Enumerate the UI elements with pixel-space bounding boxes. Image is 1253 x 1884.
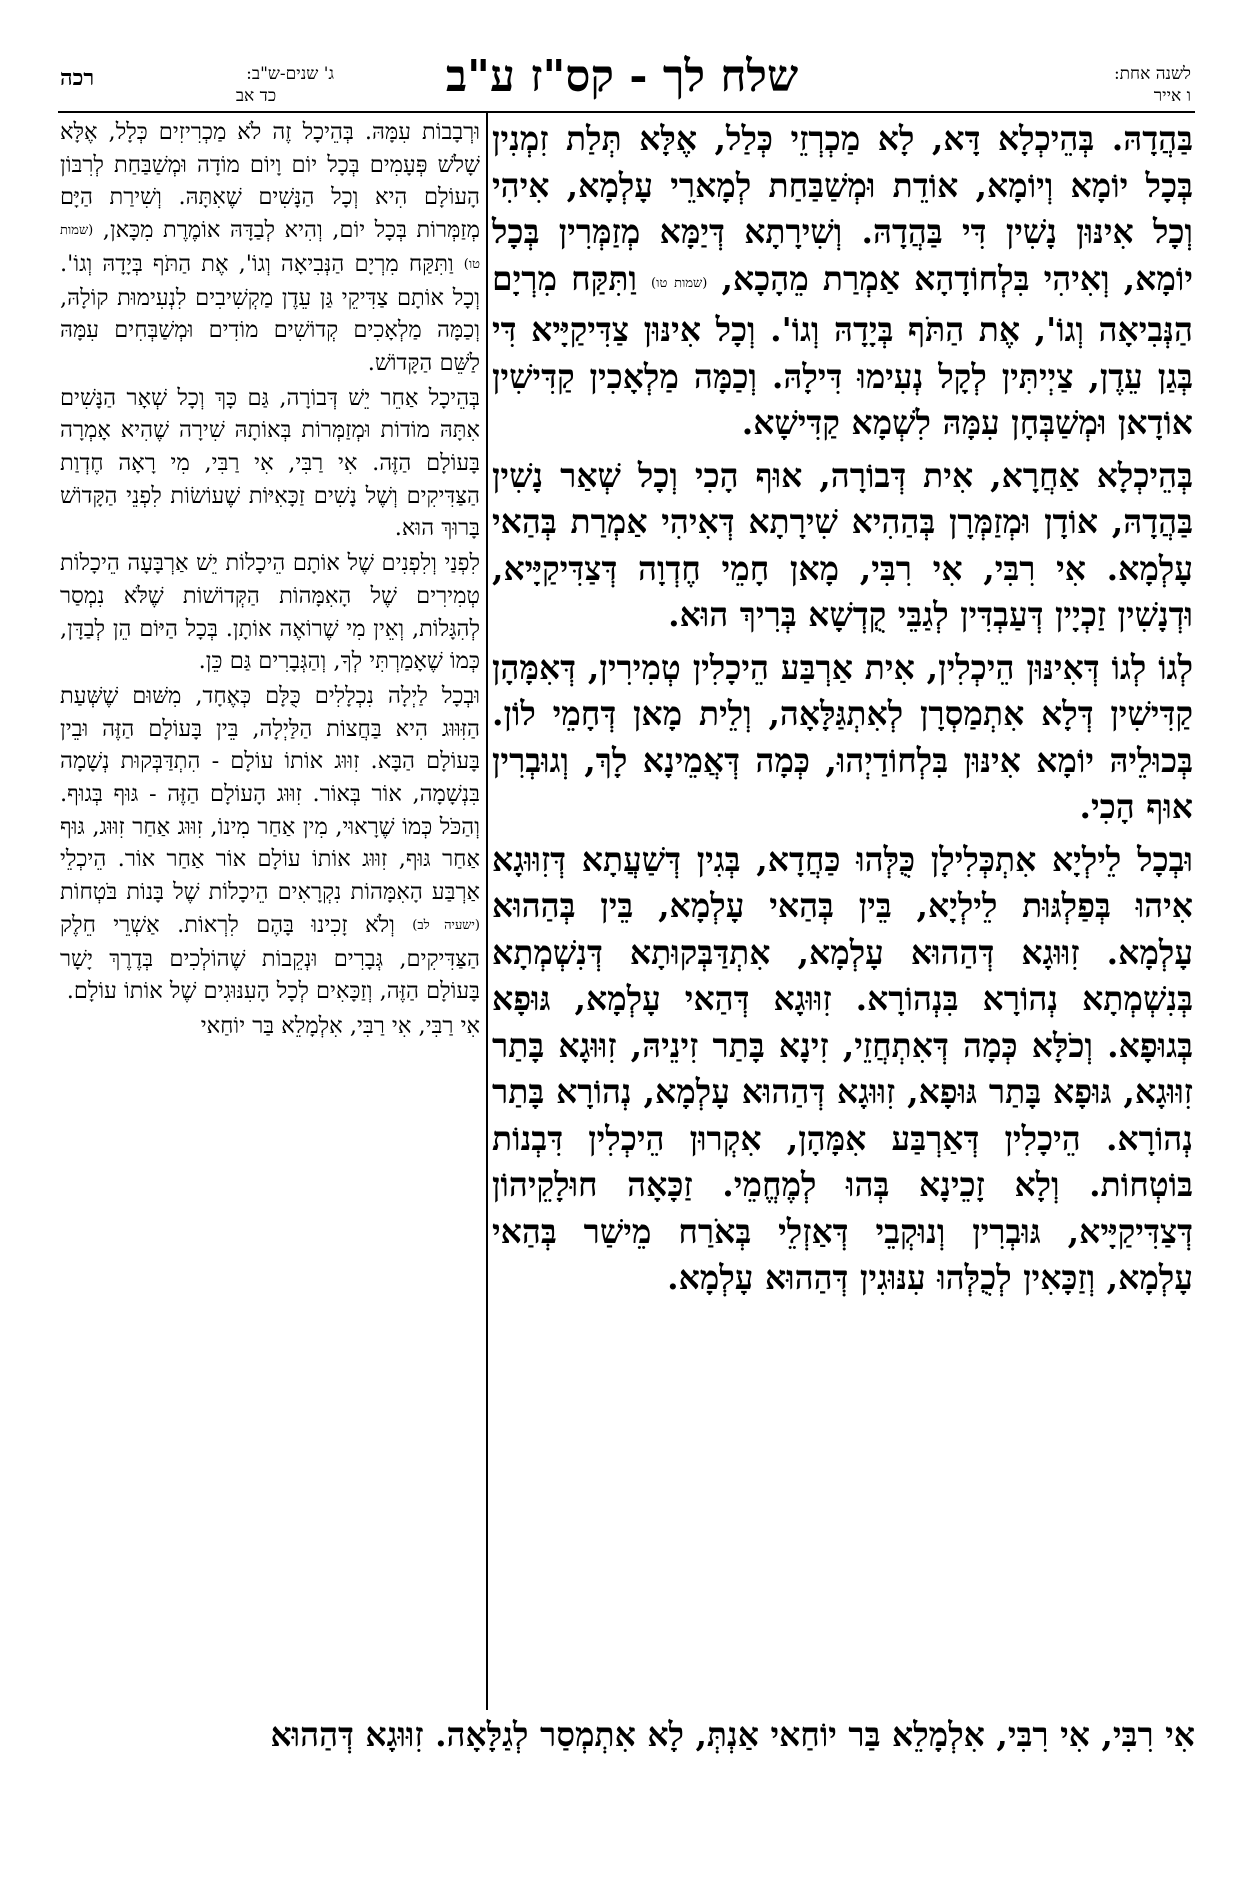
- main-paragraph-text: בַּהֲדָהּ. בְּהֵיכְלָא דָּא, לָא מַכְרְזֵי כְּלַל, אֶלָּא תְּלַת זִמְנִין בְּכָל יוֹמָא וְיוֹמָא, אוֹדֵת וּמְשַׁבַּחַת לְמָארֵי עָלְמָא, אִיהִי וְכָל אִינּוּן נָשִׁין דִּי בַּהֲדָהּ. וְשִׁירָתָא דְּיַמָּא מְזַמְּרִין בְּכָל יוֹמָא, וְאִיהִי בִּלְחוֹדָהָא אַמְרַת מֵהָכָא,: [492, 119, 1194, 298]
- commentary-paragraph: [60, 116, 480, 380]
- header-variant-date: ו אייר: [1153, 86, 1191, 106]
- commentary-column: [60, 116, 480, 1045]
- main-paragraph-text: לְגוֹ לְגוֹ דְּאִינּוּן הֵיכְלִין, אִית אַרְבַּע הֵיכָלִין טְמִירִין, דְּאִמָּהָן קַדִּישִׁין דְּלָא אִתְמַסְרָן לְאִתְגַּלָּאָה, וְלֵית מָאן דְּחָמֵי לוֹן. בְּכוּלֵיהּ יוֹמָא אִינּוּן בִּלְחוֹדַיְהוּ, כְּמָה דְּאֲמֵינָא לָךְ, וְגוּבְרִין אוּף הָכִי.: [492, 647, 1193, 826]
- source-reference: (שמות טו): [651, 275, 708, 291]
- source-reference: (ישעיה לב): [412, 917, 480, 933]
- main-paragraph-text: וּבְכָל לֵילְיָא אִתְכְּלִילָן כֻּלְּהוּ כַּחֲדָא, בְּגִין דְּשַׁעֲתָא דְּזִוּוּגָא אִיהוּ בְּפַלְגּוּת לֵילְיָא, בֵּין בְּהַאי עָלְמָא, בֵּין בְּהַהוּא עָלְמָא. זִוּוּגָא דְּהַהוּא עָלְמָא, אִתְדַּבְּקוּתָא דְּנִשְׁמְתָא בְּנִשְׁמְתָא נְהוֹרָא בִּנְהוֹרָא. זִוּוּגָא דְּהַאי עָלְמָא, גּוּפָא בְּגוּפָא. וְכֹלָּא כְּמָה דְּאִתְחֲזֵי, זִינָא בָּתַר זִינֵיהּ, זִוּוּגָא בָּתַר זִוּוּגָא, גּוּפָא בָּתַר גּוּפָא, זִוּוּגָא דְּהַהוּא עָלְמָא, נְהוֹרָא בָּתַר נְהוֹרָא. הֵיכָלִין דְּאַרְבַּע אִמָּהָן, אִקְרוּן הֵיכְלִין דִּבְנוֹת בּוֹטְחוֹת. וְלָא זָכֵינָא בְּהוּ לְמֶחֱמֵי. זַכָּאָה חוּלָקֵיהוֹן דְּצַדִּיקַיָּיא, גּוּבְרִין וְנוּקְבֵי דְּאַזְלֵי בְּאֹרַח מֵישַׁר בְּהַאי עָלְמָא, וְזַכָּאִין לְכֻלְּהוּ עִנּוּגִין דְּהַהוּא עָלְמָא.: [492, 839, 1193, 1297]
- commentary-paragraph-text: אִי רַבִּי, אִי רַבִּי, אִלְמָלֵא בַּר יוֹחַאי: [200, 1012, 480, 1039]
- header-rule: [58, 111, 1195, 113]
- commentary-paragraph-text: בְּהֵיכָל אַחֵר יֵשׁ דְּבוֹרָה, גַּם כָּךְ וְכָל שְׁאָר הַנָּשִׁים אִתָּהּ מוֹדוֹת וּמְזַמְּרוֹת בְּאוֹתָהּ שִׁירָה שֶׁהִיא אָמְרָה בָּעוֹלָם הַזֶּה. אִי רַבִּי, אִי רַבִּי, מִי רָאָה חֶדְוַת הַצַּדִּיקִים וְשֶׁל נָשִׁים זַכָּאִיּוֹת שֶׁעוֹשׂוֹת לִפְנֵי הַקָּדוֹשׁ בָּרוּךְ הוּא.: [60, 384, 480, 542]
- main-paragraph-text: וַתִּקַּח מִרְיָם הַנְּבִיאָה וְגוֹ', אֶת הַתֹּף בְּיָדָהּ וְגוֹ'. וְכָל אִינּוּן צַדִּיקַיָּיא דִּי בְּגַן עֵדֶן, צַיְיתִּין לְקָל נְעִימוּ דִּילָהּ. וְכַמָּה מַלְאָכִין קַדִּישִׁין אוֹדָאן וּמְשַׁבְּחָן עִמָּהּ לִשְׁמָא קַדִּישָׁא.: [492, 258, 1193, 442]
- header-variant-label: לשנה אחת:: [1113, 64, 1191, 84]
- commentary-paragraph-text: וַתִּקַּח מִרְיָם הַנְּבִיאָה וְגוֹ', אֶת הַתֹּף בְּיָדָהּ וְגוֹ'. וְכָל אוֹתָם צַדִּיקֵי גַּן עֵדֶן מַקְשִׁיבִים לִנְעִימוּת קוֹלָהּ, וְכַמָּה מַלְאָכִים קְדוֹשִׁים מוֹדִים וּמְשַׁבְּחִים עִמָּהּ לַשֵּׁם הַקָּדוֹשׁ.: [60, 250, 480, 376]
- main-paragraph: [492, 645, 1193, 831]
- main-text-column: [492, 116, 1193, 1308]
- source-reference: (שמות טו): [60, 223, 480, 272]
- page-number: רכה: [60, 65, 95, 91]
- commentary-paragraph-text: וְלֹא זָכִינוּ בָּהֶם לִרְאוֹת. אַשְׁרֵי חֵלֶק הַצַּדִּיקִים, גְּבָרִים וּנְקֵבוֹת שֶׁהוֹלְכִים בְּדֶרֶךְ יָשָׁר בָּעוֹלָם הַזֶּה, וְזַכָּאִים לְכָל הָעִנּוּגִים שֶׁל אוֹתוֹ עוֹלָם.: [60, 911, 480, 1005]
- main-paragraph: [492, 453, 1193, 639]
- commentary-paragraph: [60, 1010, 480, 1043]
- commentary-paragraph-text: וּרְבָבוֹת עִמָּהּ. בְּהֵיכָל זֶה לֹא מַכְרִיזִים כְּלָל, אֶלָּא שָׁלֹשׁ פְּעָמִים בְּכָל יוֹם וָיוֹם מוֹדָה וּמְשַׁבַּחַת לְרִבּוֹן הָעוֹלָם הִיא וְכָל הַנָּשִׁים שֶׁאִתָּהּ. וְשִׁירַת הַיָּם מְזַמְּרוֹת בְּכָל יוֹם, וְהִיא לְבַדָּהּ אוֹמֶרֶת מִכָּאן,: [60, 119, 481, 244]
- commentary-paragraph-text: וּבְכָל לַיְלָה נִכְלָלִים כֻּלָּם כְּאֶחָד, מִשּׁוּם שֶׁשְּׁעַת הַזִּוּוּג הִיא בַּחֲצוֹת הַלַּיְלָה, בֵּין בָּעוֹלָם הַזֶּה וּבֵין בָּעוֹלָם הַבָּא. זִוּוּג אוֹתוֹ עוֹלָם - הִתְדַּבְּקוּת נְשָׁמָה בִּנְשָׁמָה, אוֹר בְּאוֹר. זִוּוּג הָעוֹלָם הַזֶּה - גּוּף בְּגוּף. וְהַכֹּל כְּמוֹ שֶׁרָאוּי, מִין אַחַר מִינוֹ, זִוּוּג אַחַר זִוּוּג, גּוּף אַחַר גּוּף, זִוּוּג אוֹתוֹ עוֹלָם אוֹר אַחַר אוֹר. הֵיכְלֵי אַרְבַּע הָאִמָּהוֹת נִקְרָאִים הֵיכָלוֹת שֶׁל בָּנוֹת בֹּטְחוֹת: [60, 682, 480, 906]
- header-cycle-label: ג' שנים-ש"ב:: [246, 64, 334, 84]
- commentary-paragraph: [60, 547, 480, 678]
- bottom-continuation-line: אִי רִבִּי, אִי רִבִּי, אִלְמָלֵא בַּר יוֹחַאי אַנְתְּ, לָא אִתְמְסַר לְגַלָּאָה. זִוּוּגָא דְּהַהוּא: [270, 1715, 1195, 1754]
- commentary-paragraph-text: לִפְנַי וְלִפְנִים שֶׁל אוֹתָם הֵיכָלוֹת יֵשׁ אַרְבָּעָה הֵיכָלוֹת טְמִירִים שֶׁל הָאִמָּהוֹת הַקְּדוֹשׁוֹת שֶׁלֹּא נִמְסַר לְהִגָּלוֹת, וְאֵין מִי שֶׁרוֹאֶה אוֹתָן. בְּכָל הַיּוֹם הֵן לְבַדָּן, כְּמוֹ שֶׁאָמַרְתִּי לְךָ, וְהַגְּבָרִים גַּם כֵּן.: [60, 550, 480, 675]
- main-paragraph-text: בְּהֵיכְלָא אַחֲרָא, אִית דְּבוֹרָה, אוּף הָכִי וְכָל שְׁאַר נָשִׁין בַּהֲדָהּ, אוֹדָן וּמְזַמְּרָן בְּהַהִיא שִׁירָתָא דְּאִיהִי אַמְרַת בְּהַאי עָלְמָא. אִי רִבִּי, אִי רִבִּי, מָאן חָמֵי חֶדְוָה דְּצַדִּיקַיָּיא, וּדְנָשִׁין זַכְיָין דְּעַבְדִּין לְגַבֵּי קֻדְשָׁא בְּרִיךְ הוּא.: [492, 455, 1193, 634]
- commentary-paragraph: [60, 680, 480, 1008]
- page-title: שלח לך - קס"ז ע"ב: [445, 51, 799, 102]
- main-paragraph: [492, 837, 1193, 1302]
- header-cycle-date: כד אב: [235, 86, 277, 106]
- column-divider: [486, 113, 488, 1710]
- commentary-paragraph: [60, 382, 480, 546]
- main-paragraph: [492, 116, 1193, 447]
